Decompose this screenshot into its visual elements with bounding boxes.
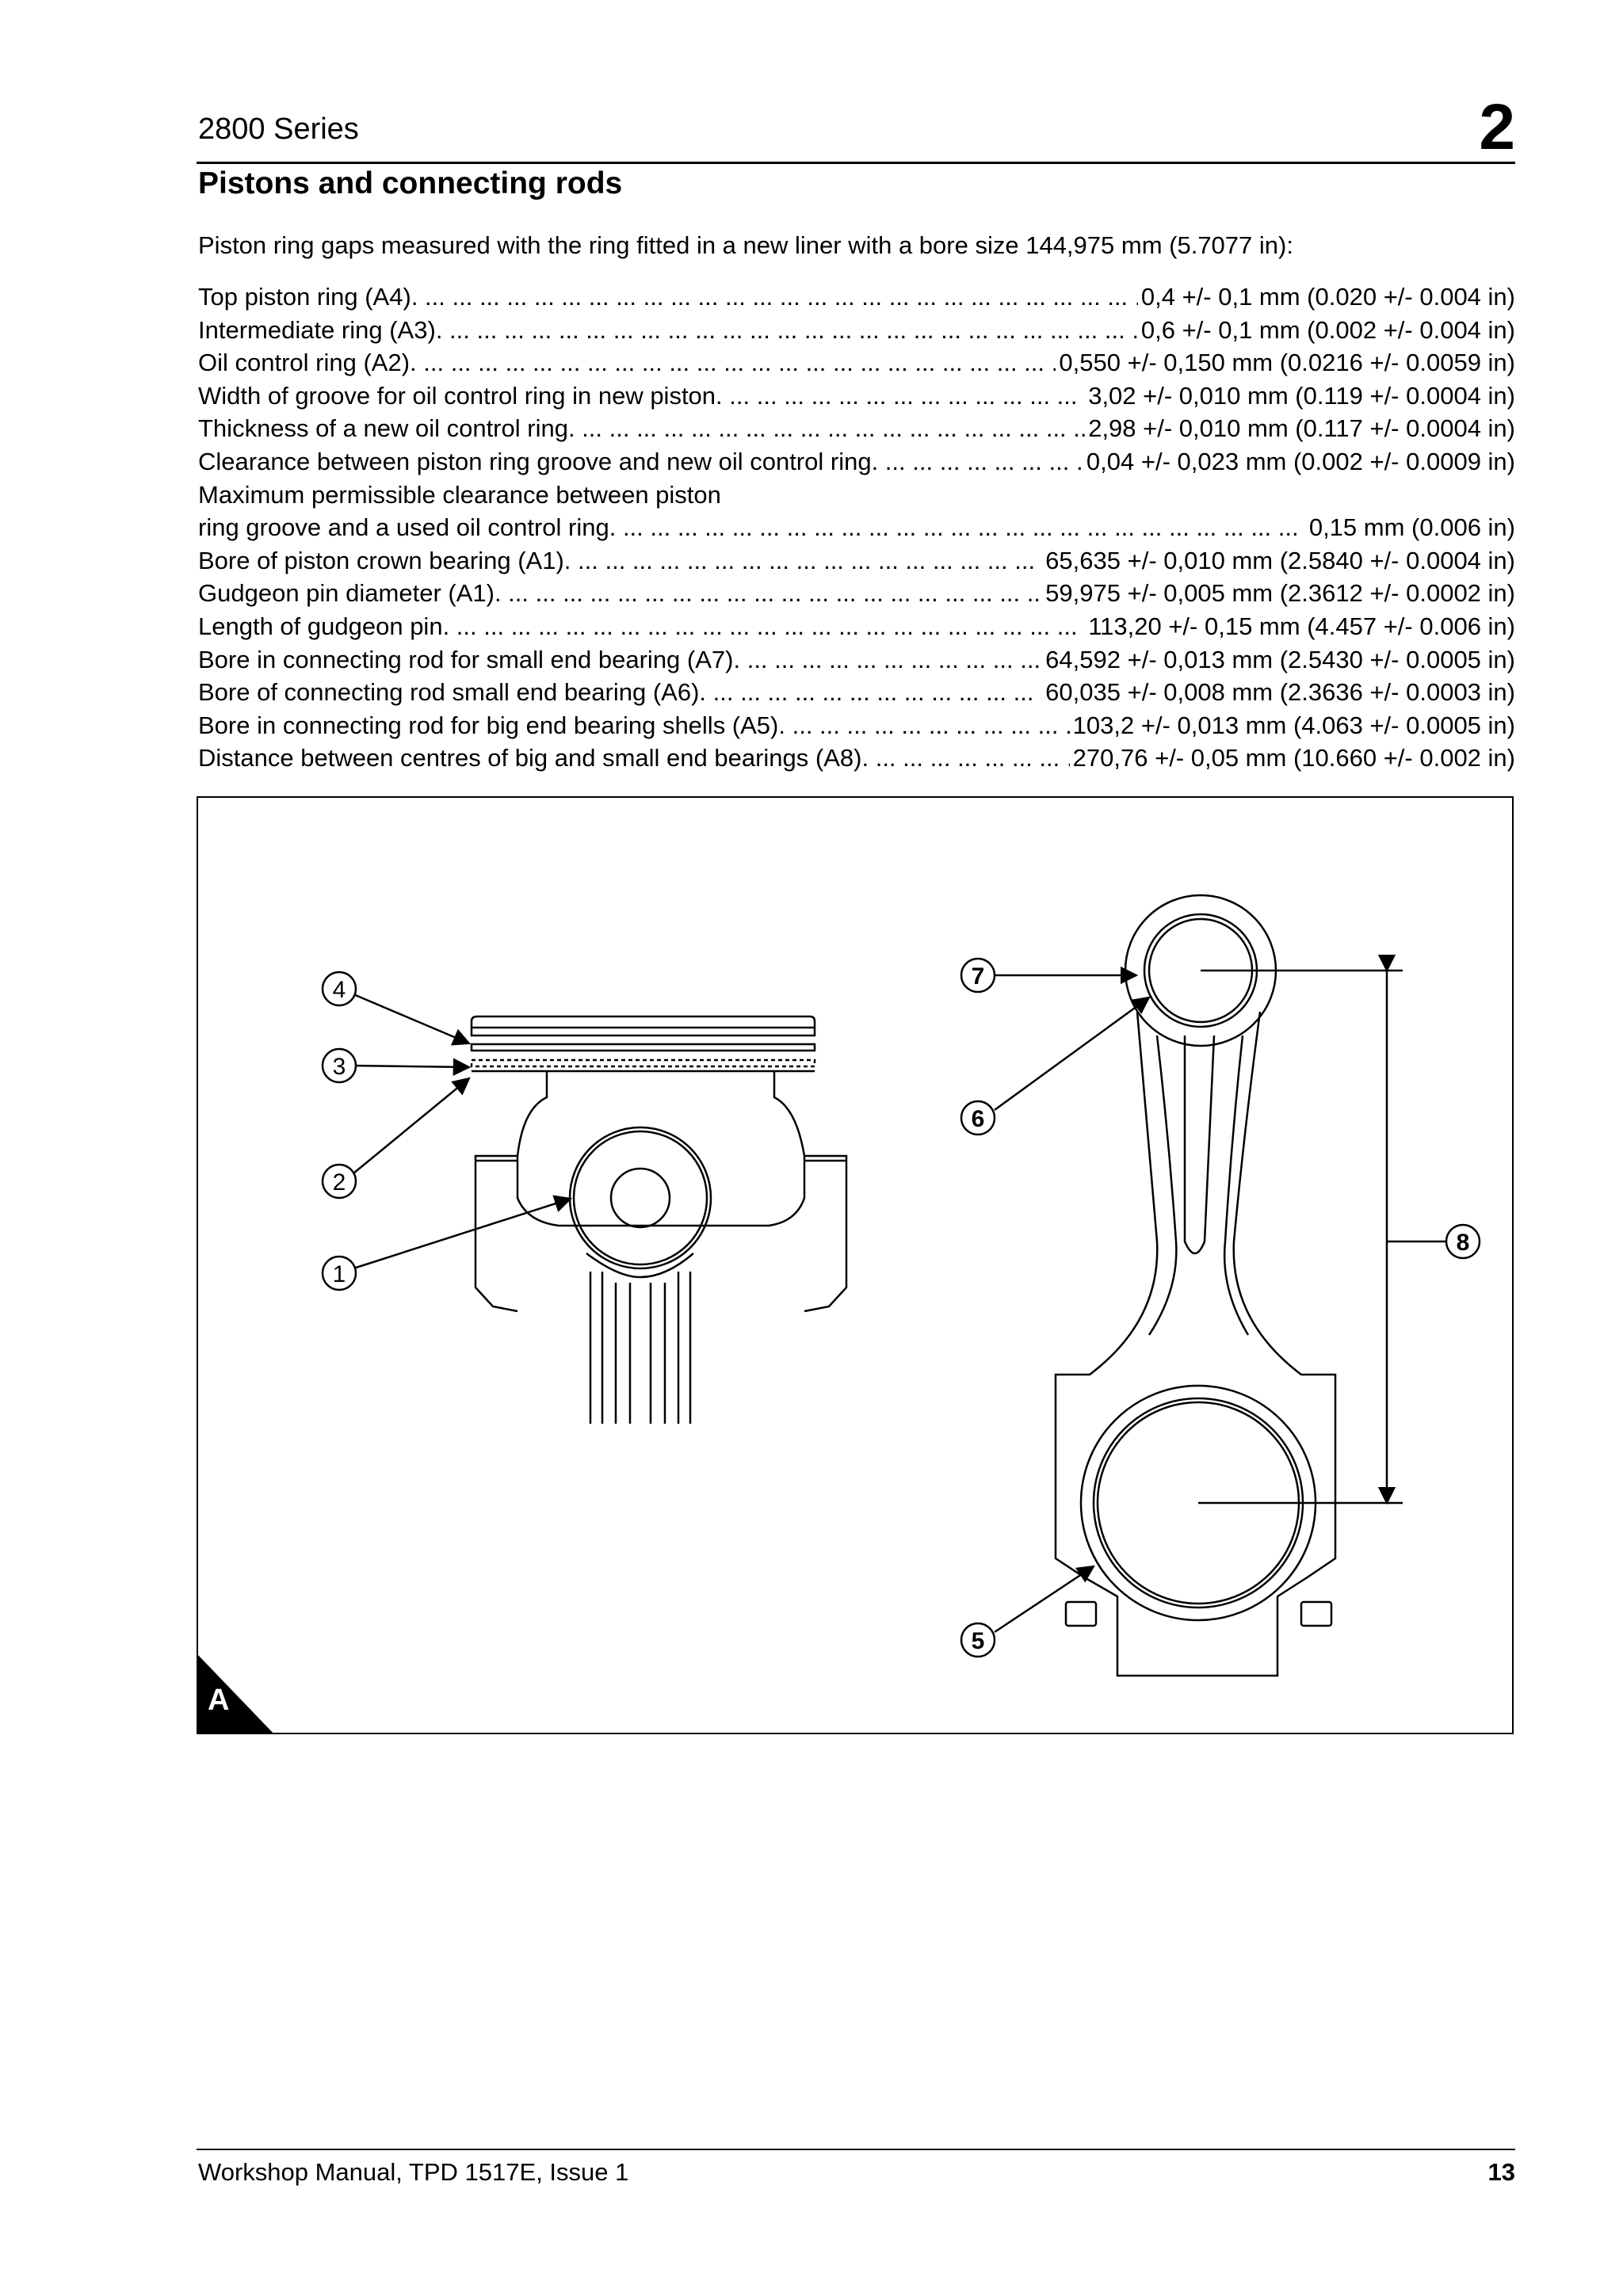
piston-ring-top bbox=[472, 1028, 815, 1035]
spec-row bbox=[198, 445, 1515, 479]
spec-value: 59,975 +/- 0,005 mm (2.3612 +/- 0.0002 in) bbox=[1045, 579, 1515, 608]
spec-value: 0,15 mm (0.006 in) bbox=[1308, 513, 1515, 542]
spec-label: Intermediate ring (A3) bbox=[198, 315, 436, 344]
leader-dots bbox=[716, 379, 1085, 413]
spec-row bbox=[198, 709, 1515, 742]
connecting-rod-drawing bbox=[1056, 895, 1335, 1676]
spec-label: Maximum permissible clearance between piston bbox=[198, 480, 721, 509]
spec-row bbox=[198, 379, 1515, 413]
callout-5 bbox=[961, 1623, 995, 1657]
callout-2 bbox=[323, 1165, 356, 1198]
spec-label: Bore of connecting rod small end bearing (A6) bbox=[198, 678, 700, 707]
manual-reference: Workshop Manual, TPD 1517E, Issue 1 bbox=[198, 2158, 629, 2186]
spec-value: 0,04 +/- 0,023 mm (0.002 +/- 0.0009 in) bbox=[1086, 447, 1515, 475]
callout-4 bbox=[323, 972, 356, 1005]
spec-label: Length of gudgeon pin bbox=[198, 612, 443, 640]
callout-label: 2 bbox=[332, 1169, 346, 1196]
spec-value: 0,6 +/- 0,1 mm (0.002 +/- 0.004 in) bbox=[1140, 315, 1515, 344]
leader-dots bbox=[778, 709, 1069, 742]
leader-dots bbox=[733, 643, 1042, 677]
chapter-number: 2 bbox=[1479, 91, 1515, 163]
spec-value: 3,02 +/- 0,010 mm (0.119 +/- 0.0004 in) bbox=[1088, 381, 1515, 410]
spec-row bbox=[198, 643, 1515, 677]
spec-row bbox=[198, 676, 1515, 709]
piston-ring-intermediate bbox=[472, 1044, 815, 1051]
figure-letter: A bbox=[208, 1684, 230, 1717]
leader-dots bbox=[861, 742, 1069, 775]
spec-label: Bore of piston crown bearing (A1) bbox=[198, 546, 564, 574]
section-title: Pistons and connecting rods bbox=[198, 166, 623, 200]
leader-dots bbox=[872, 445, 1083, 479]
page-footer bbox=[197, 2149, 1515, 2186]
spec-value: 103,2 +/- 0,013 mm (4.063 +/- 0.0005 in) bbox=[1072, 711, 1515, 739]
callout-3 bbox=[323, 1049, 356, 1082]
page-header bbox=[197, 93, 1515, 164]
spec-label: Distance between centres of big and small end bearings (A8) bbox=[198, 744, 862, 772]
spec-label: Thickness of a new oil control ring bbox=[198, 414, 568, 443]
leader-dots bbox=[609, 511, 1306, 544]
piston-drawing bbox=[472, 1016, 846, 1424]
spec-label: Clearance between piston ring groove and new oil control ring bbox=[198, 447, 872, 475]
rod-shank bbox=[1056, 1012, 1335, 1676]
figure-drawing bbox=[198, 798, 1514, 1734]
spec-value: 60,035 +/- 0,008 mm (2.3636 +/- 0.0003 in) bbox=[1045, 678, 1515, 707]
leader-dots bbox=[568, 412, 1085, 445]
spec-row bbox=[198, 742, 1515, 775]
series-title: 2800 Series bbox=[198, 113, 359, 146]
callout-leaders bbox=[353, 975, 1149, 1632]
spec-row bbox=[198, 610, 1515, 643]
spec-label: Bore in connecting rod for big end bearing shells (A5) bbox=[198, 711, 779, 739]
callout-8 bbox=[1446, 1225, 1480, 1258]
callout-label: 4 bbox=[332, 977, 346, 1003]
callout-6 bbox=[961, 1101, 995, 1135]
spec-value: 270,76 +/- 0,05 mm (10.660 +/- 0.002 in) bbox=[1072, 744, 1515, 772]
leader-dots bbox=[436, 314, 1138, 347]
spec-row bbox=[198, 314, 1515, 347]
leader-dots bbox=[410, 346, 1056, 379]
spec-value: 113,20 +/- 0,15 mm (4.457 +/- 0.006 in) bbox=[1088, 612, 1515, 640]
leader-dots bbox=[495, 577, 1042, 610]
callout-label: 6 bbox=[971, 1106, 985, 1132]
piston-crown bbox=[472, 1016, 815, 1028]
intro-text: Piston ring gaps measured with the ring fitted in a new liner with a bore size 144,975 mm (5.7077 in): bbox=[198, 231, 1293, 259]
callout-label: 5 bbox=[971, 1628, 985, 1654]
spec-value: 64,592 +/- 0,013 mm (2.5430 +/- 0.0005 in) bbox=[1045, 645, 1515, 673]
gudgeon-pin bbox=[611, 1169, 670, 1227]
spec-row bbox=[198, 511, 1515, 544]
piston-conrod-figure bbox=[197, 796, 1514, 1734]
spec-row bbox=[198, 346, 1515, 379]
gudgeon-pin-bore bbox=[570, 1127, 711, 1268]
callout-label: 3 bbox=[332, 1054, 346, 1080]
spec-value: 65,635 +/- 0,010 mm (2.5840 +/- 0.0004 in) bbox=[1045, 546, 1515, 574]
centre-distance-dimension bbox=[1198, 971, 1446, 1503]
cap-bolt-left bbox=[1066, 1602, 1096, 1626]
cap-bolt-right bbox=[1301, 1602, 1331, 1626]
spec-label: ring groove and a used oil control ring bbox=[198, 513, 609, 542]
callout-label: 1 bbox=[332, 1261, 346, 1287]
page-number: 13 bbox=[1487, 2158, 1515, 2186]
leader-dots bbox=[443, 610, 1086, 643]
leader-dots bbox=[564, 544, 1042, 578]
spec-row bbox=[198, 412, 1515, 445]
piston-ring-oil-control bbox=[472, 1060, 815, 1066]
leader-dots bbox=[699, 676, 1042, 709]
spec-value: 0,4 +/- 0,1 mm (0.020 +/- 0.004 in) bbox=[1140, 283, 1515, 311]
spec-row bbox=[198, 479, 1515, 512]
callout-1 bbox=[323, 1257, 356, 1290]
leader-dots bbox=[411, 280, 1138, 314]
callout-7 bbox=[961, 959, 995, 992]
spec-row bbox=[198, 280, 1515, 314]
spec-value: 2,98 +/- 0,010 mm (0.117 +/- 0.0004 in) bbox=[1088, 414, 1515, 443]
spec-row bbox=[198, 544, 1515, 578]
spec-label: Top piston ring (A4) bbox=[198, 283, 411, 311]
spec-row bbox=[198, 577, 1515, 610]
spec-label: Width of groove for oil control ring in new piston bbox=[198, 381, 716, 410]
spec-label: Bore in connecting rod for small end bearing (A7) bbox=[198, 645, 734, 673]
spec-label: Oil control ring (A2) bbox=[198, 349, 411, 377]
spec-label: Gudgeon pin diameter (A1) bbox=[198, 579, 495, 608]
spec-list bbox=[198, 280, 1515, 775]
spec-value: 0,550 +/- 0,150 mm (0.0216 +/- 0.0059 in) bbox=[1059, 349, 1515, 377]
callout-label: 8 bbox=[1456, 1230, 1470, 1256]
callout-label: 7 bbox=[971, 963, 985, 990]
